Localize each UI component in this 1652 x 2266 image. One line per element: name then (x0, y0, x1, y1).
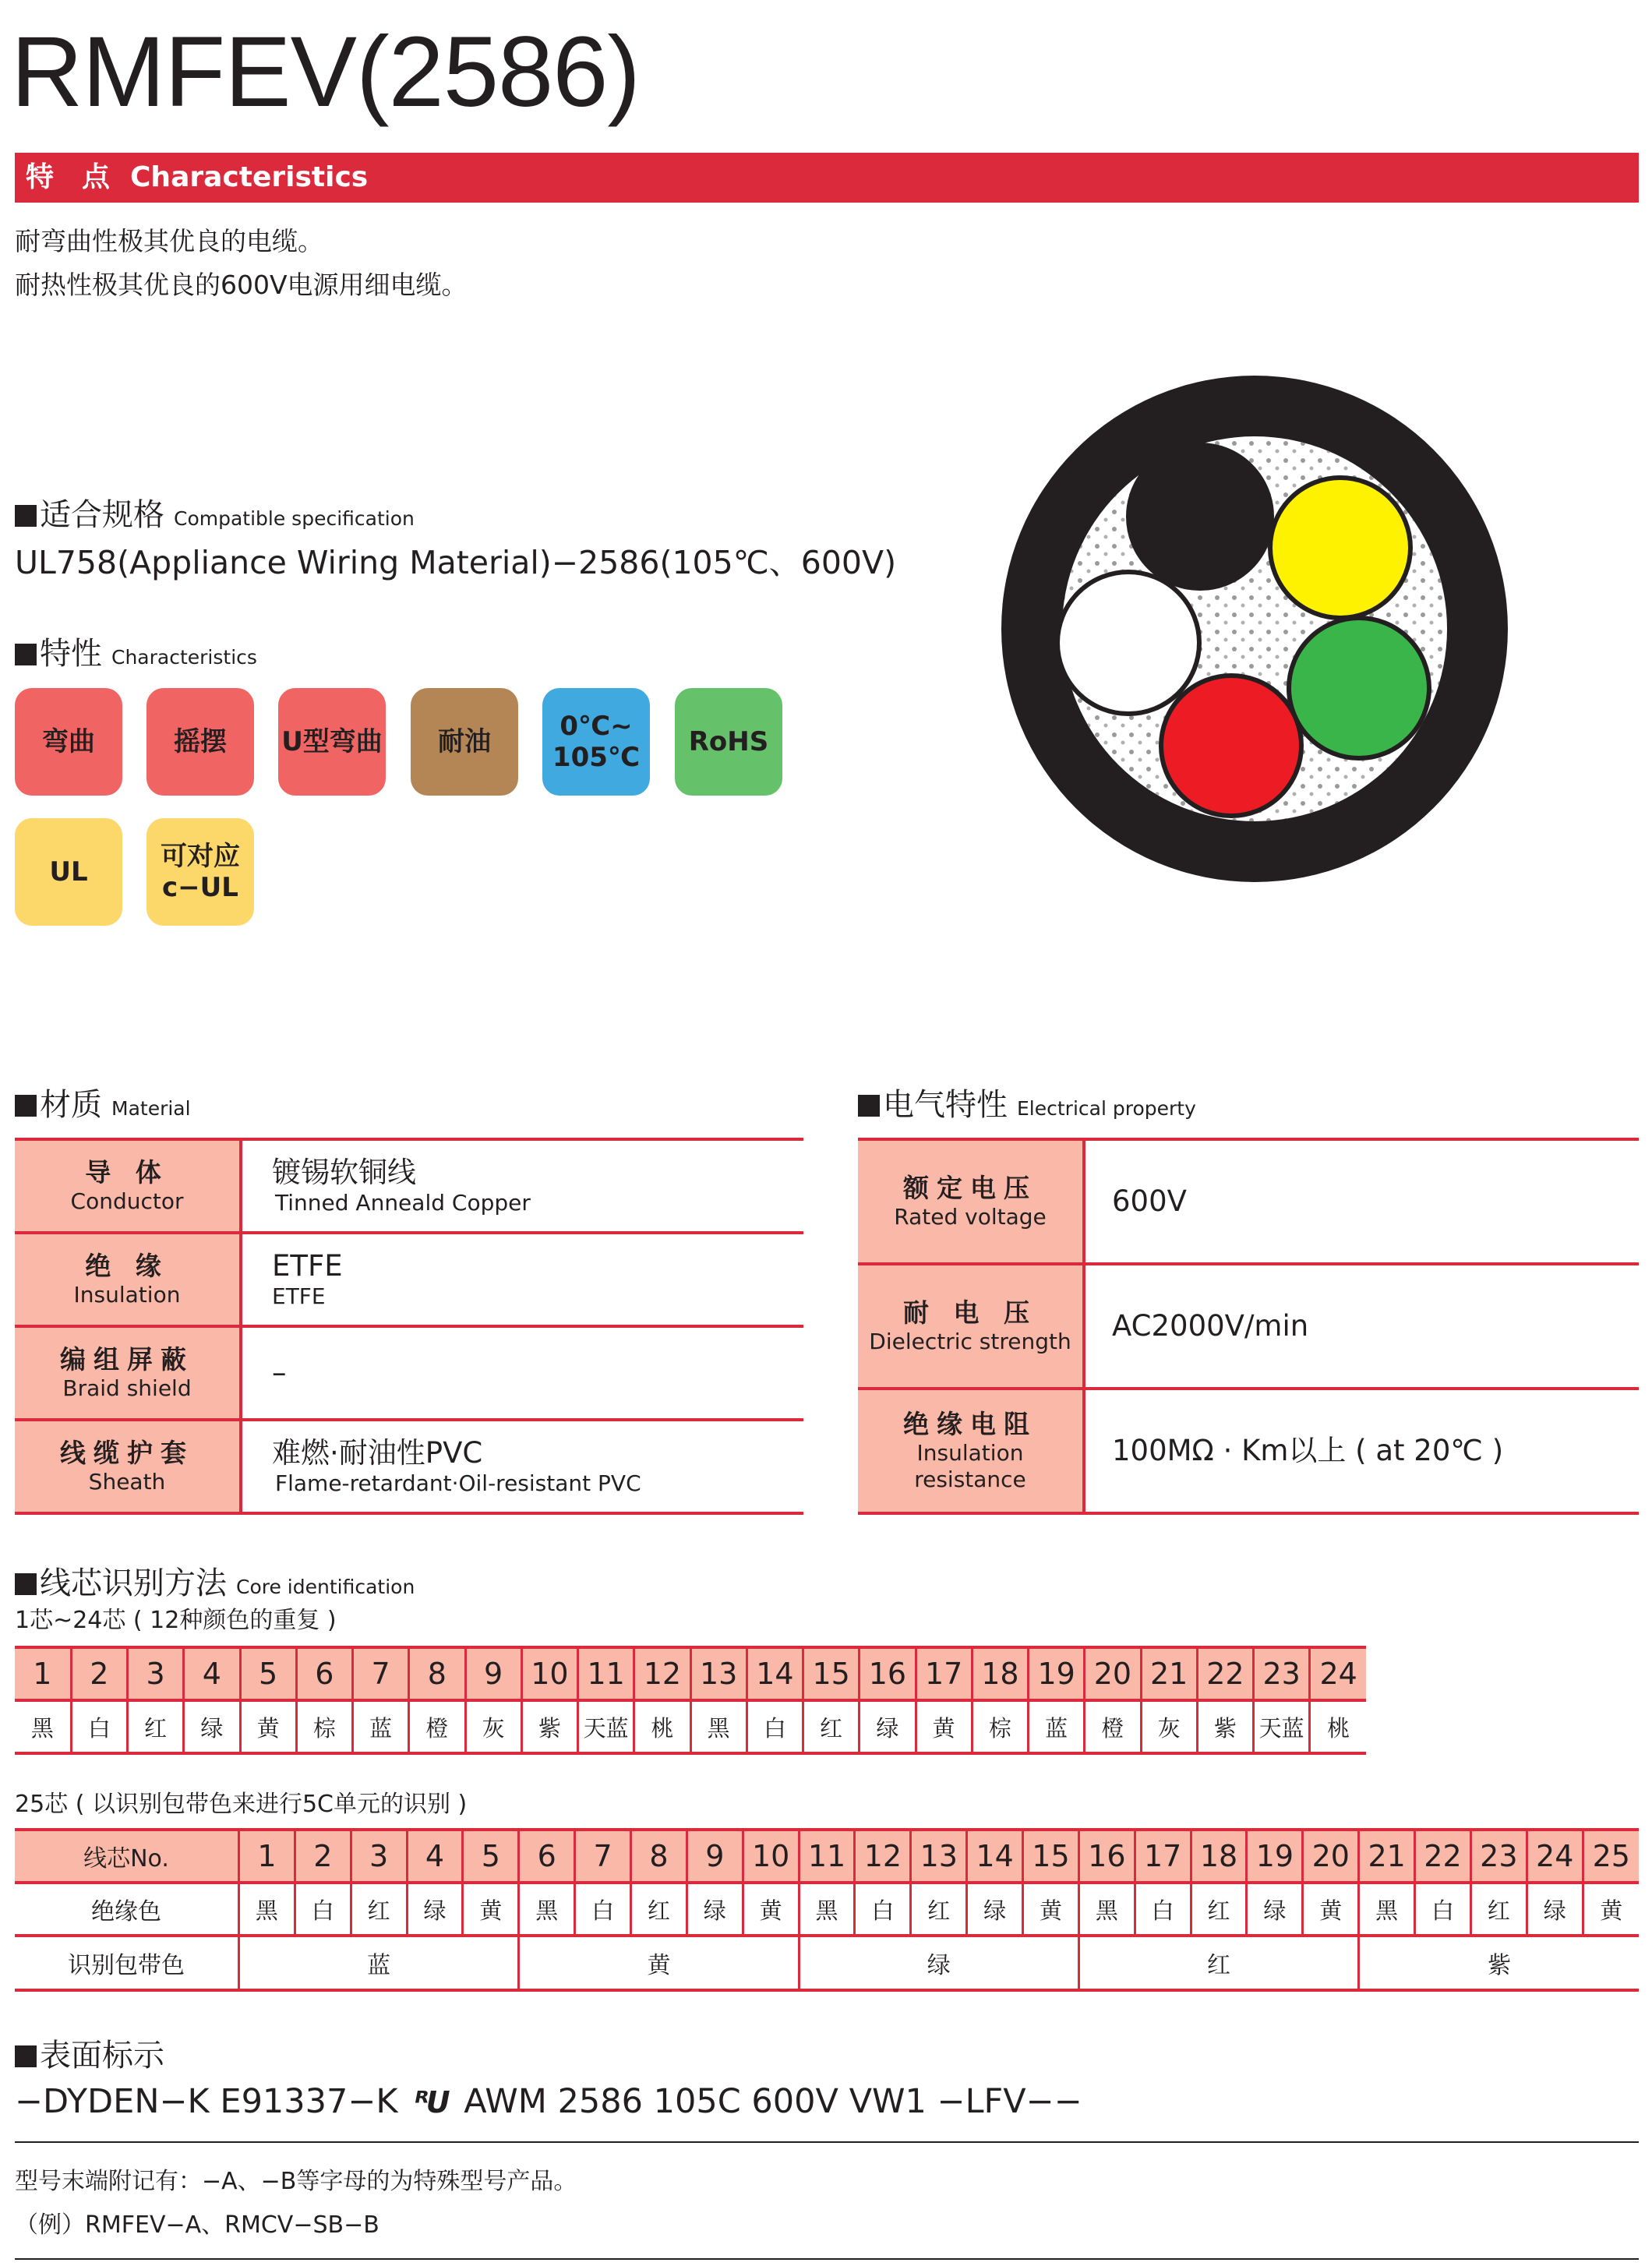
core-number: 11 (578, 1647, 634, 1700)
electrical-label: 绝缘电阻 Insulation resistance (858, 1389, 1084, 1513)
core-number: 5 (240, 1647, 296, 1700)
material-table (15, 1138, 803, 1515)
core-number: 16 (860, 1647, 916, 1700)
core-color: 白 (855, 1883, 911, 1936)
core-number: 24 (1527, 1830, 1583, 1883)
core-color: 棕 (972, 1700, 1028, 1753)
tape-color: 红 (1078, 1936, 1358, 1990)
core-color: 黑 (1359, 1883, 1415, 1936)
core-number: 17 (1135, 1830, 1191, 1883)
core-color: 绿 (1247, 1883, 1303, 1936)
core-number: 21 (1359, 1830, 1415, 1883)
core-color: 橙 (409, 1700, 465, 1753)
core-color: 桃 (1327, 1714, 1350, 1742)
core-number: 9 (465, 1647, 521, 1700)
row-label: 绝缘色 (15, 1883, 239, 1936)
core-number: 19 (1247, 1830, 1303, 1883)
core-number: 7 (575, 1830, 631, 1883)
core-number: 11 (799, 1830, 855, 1883)
core-number: 2 (71, 1647, 127, 1700)
tape-color: 紫 (1488, 1952, 1512, 1979)
core-color: 红 (803, 1700, 860, 1753)
core-green (1289, 618, 1429, 758)
cable-cross-section (990, 370, 1520, 900)
core-color: 黄 (1303, 1883, 1359, 1936)
core-white (1057, 572, 1199, 714)
core-number: 1 (239, 1830, 295, 1883)
core-table-25 (15, 1828, 1639, 1992)
electrical-label: 耐 电 压 Dielectric strength (858, 1264, 1084, 1389)
core-number: 10 (521, 1647, 577, 1700)
material-row (15, 1139, 803, 1233)
feature-line-2: 耐热性极其优良的600V电源用细电缆。 (15, 270, 468, 300)
ur-logo-icon: ᴿU (415, 2085, 447, 2120)
core-color: 白 (71, 1700, 127, 1753)
core-number: 15 (803, 1647, 860, 1700)
core-color: 黑 (239, 1883, 295, 1936)
section-marker (15, 1095, 37, 1117)
core-color: 黑 (519, 1883, 575, 1936)
electrical-table (858, 1138, 1639, 1515)
note-line-2: （例）RMFEV−A、RMCV−SB−B (15, 2211, 379, 2239)
core-color: 黑 (799, 1883, 855, 1936)
core-color: 红 (128, 1700, 184, 1753)
core-color: 黄 (743, 1883, 799, 1936)
core-color: 白 (747, 1700, 803, 1753)
marking-left: −DYDEN−K E91337−K (15, 2082, 398, 2121)
core-number: 6 (519, 1830, 575, 1883)
core-number-row (15, 1647, 1366, 1700)
core-number: 7 (353, 1647, 409, 1700)
core-number: 23 (1254, 1647, 1310, 1700)
core-color: 红 (631, 1883, 687, 1936)
surface-marking (15, 2078, 1082, 2126)
electrical-heading: 电气特性 Electrical property (858, 1085, 1196, 1128)
core-color: 红 (911, 1883, 967, 1936)
material-value: – (272, 1356, 287, 1389)
core-color-row (15, 1883, 1639, 1936)
core-number: 3 (351, 1830, 407, 1883)
divider (15, 2141, 1639, 2143)
core-number: 4 (407, 1830, 463, 1883)
core-color: 蓝 (353, 1700, 409, 1753)
core-number: 12 (634, 1647, 690, 1700)
electrical-value: AC2000V/min (1112, 1309, 1309, 1343)
section-marker (15, 2045, 37, 2067)
core-yellow (1270, 478, 1410, 618)
feature-line-1: 耐弯曲性极其优良的电缆。 (15, 226, 323, 256)
badge-temperature: 0℃~ 105℃ (542, 688, 650, 796)
core-color-row (15, 1700, 1366, 1753)
core-color: 黄 (1600, 1897, 1623, 1924)
material-row (15, 1233, 803, 1326)
badge-bending: 弯曲 (15, 688, 122, 796)
core-color: 紫 (1197, 1700, 1253, 1753)
material-label: 导 体 Conductor (15, 1139, 241, 1233)
core-color: 白 (1415, 1883, 1471, 1936)
core-color: 绿 (1527, 1883, 1583, 1936)
core-color: 黄 (240, 1700, 296, 1753)
material-label: 绝 缘 Insulation (15, 1233, 241, 1326)
core-color: 灰 (1141, 1700, 1197, 1753)
core-number: 4 (184, 1647, 240, 1700)
material-heading: 材质 Material (15, 1085, 191, 1128)
electrical-row (858, 1389, 1639, 1513)
electrical-value: 100MΩ · Km以上 ( at 20℃ ) (1112, 1434, 1504, 1467)
page-title: RMFEV(2586) (11, 16, 640, 128)
core-number: 14 (747, 1647, 803, 1700)
badge-rohs: RoHS (675, 688, 782, 796)
core-number: 12 (855, 1830, 911, 1883)
core-number: 13 (911, 1830, 967, 1883)
core-color: 红 (351, 1883, 407, 1936)
compatible-spec-value: UL758(Appliance Wiring Material)−2586(105℃、600V) (15, 544, 897, 581)
core-table-24 (15, 1646, 1366, 1755)
core-number: 5 (463, 1830, 519, 1883)
core-number: 2 (295, 1830, 351, 1883)
core-number: 23 (1470, 1830, 1527, 1883)
characteristics-banner (15, 153, 1639, 203)
core-color: 红 (1470, 1883, 1527, 1936)
core-color: 黑 (1078, 1883, 1135, 1936)
core-black (1128, 445, 1272, 588)
core-number: 21 (1141, 1647, 1197, 1700)
core-number: 16 (1078, 1830, 1135, 1883)
core-color: 黄 (463, 1883, 519, 1936)
core-number: 8 (409, 1647, 465, 1700)
core-color: 蓝 (1029, 1700, 1085, 1753)
badge-c-ul: 可对应 c−UL (146, 818, 254, 926)
surface-marking-heading: 表面标示 (15, 2036, 164, 2075)
material-value: 难燃·耐油性PVC Flame-retardant·Oil-resistant PVC (272, 1436, 641, 1496)
electrical-label: 额定电压 Rated voltage (858, 1139, 1084, 1264)
core-number-row (15, 1830, 1639, 1883)
core-color: 黑 (15, 1700, 71, 1753)
tape-color: 黄 (519, 1936, 799, 1990)
core-number: 24 (1319, 1657, 1357, 1691)
core-color: 紫 (521, 1700, 577, 1753)
section-marker (15, 644, 37, 665)
core-id-sub2: 25芯 ( 以识别包带色来进行5C单元的识别 ) (15, 1791, 468, 1818)
core-number: 14 (967, 1830, 1023, 1883)
core-color: 橙 (1085, 1700, 1141, 1753)
core-color: 天蓝 (1254, 1700, 1310, 1753)
core-id-heading: 线芯识别方法 Core identification (15, 1564, 415, 1607)
badge-oil-resistant: 耐油 (411, 688, 518, 796)
core-color: 红 (1191, 1883, 1247, 1936)
marking-right: AWM 2586 105C 600V VW1 −LFV−− (464, 2082, 1082, 2121)
divider (15, 2258, 1639, 2260)
core-number: 20 (1303, 1830, 1359, 1883)
core-tape-row (15, 1936, 1639, 1990)
core-number: 15 (1023, 1830, 1079, 1883)
core-color: 绿 (687, 1883, 743, 1936)
core-color: 黑 (690, 1700, 747, 1753)
electrical-value: 600V (1112, 1184, 1187, 1218)
material-value: 镀锡软铜线 Tinned Anneald Copper (272, 1156, 531, 1216)
core-color: 灰 (465, 1700, 521, 1753)
core-number: 22 (1415, 1830, 1471, 1883)
badge-u-bending: U型弯曲 (278, 688, 386, 796)
core-color: 黄 (1023, 1883, 1079, 1936)
core-number: 6 (296, 1647, 352, 1700)
electrical-row (858, 1139, 1639, 1264)
core-color: 桃 (634, 1700, 690, 1753)
badge-ul: UL (15, 818, 122, 926)
core-number: 9 (687, 1830, 743, 1883)
core-color: 棕 (296, 1700, 352, 1753)
core-number: 25 (1592, 1839, 1630, 1873)
row-label: 线芯No. (15, 1830, 239, 1883)
core-color: 天蓝 (578, 1700, 634, 1753)
section-marker (15, 1573, 37, 1595)
material-label: 线缆护套 Sheath (15, 1420, 241, 1513)
note-line-1: 型号末端附记有：−A、−B等字母的为特殊型号产品。 (15, 2168, 577, 2195)
banner-en: Characteristics (130, 161, 369, 193)
core-color: 白 (575, 1883, 631, 1936)
characteristics-heading: 特性 Characteristics (15, 634, 257, 677)
core-color: 白 (295, 1883, 351, 1936)
core-number: 1 (15, 1647, 71, 1700)
core-number: 3 (128, 1647, 184, 1700)
compatible-spec-heading: 适合规格 Compatible specification (15, 496, 415, 538)
core-color: 绿 (967, 1883, 1023, 1936)
core-number: 18 (972, 1647, 1028, 1700)
core-number: 19 (1029, 1647, 1085, 1700)
core-number: 10 (743, 1830, 799, 1883)
row-label: 识别包带色 (15, 1936, 239, 1990)
banner-zh: 特 点 (26, 161, 111, 193)
material-row (15, 1420, 803, 1513)
tape-color: 绿 (799, 1936, 1078, 1990)
core-number: 18 (1191, 1830, 1247, 1883)
material-value: ETFE ETFE (272, 1249, 343, 1309)
section-marker (15, 505, 37, 527)
core-red (1161, 676, 1301, 816)
core-id-sub1: 1芯~24芯 ( 12种颜色的重复 ) (15, 1607, 337, 1634)
electrical-row (858, 1264, 1639, 1389)
core-number: 8 (631, 1830, 687, 1883)
core-color: 绿 (860, 1700, 916, 1753)
material-label: 编组屏蔽 Braid shield (15, 1326, 241, 1420)
core-color: 黄 (916, 1700, 972, 1753)
core-color: 白 (1135, 1883, 1191, 1936)
core-number: 20 (1085, 1647, 1141, 1700)
section-marker (858, 1095, 880, 1117)
core-number: 17 (916, 1647, 972, 1700)
core-color: 绿 (184, 1700, 240, 1753)
material-row (15, 1326, 803, 1420)
badge-swinging: 摇摆 (146, 688, 254, 796)
core-color: 绿 (407, 1883, 463, 1936)
core-number: 13 (690, 1647, 747, 1700)
core-number: 22 (1197, 1647, 1253, 1700)
tape-color: 蓝 (239, 1936, 519, 1990)
